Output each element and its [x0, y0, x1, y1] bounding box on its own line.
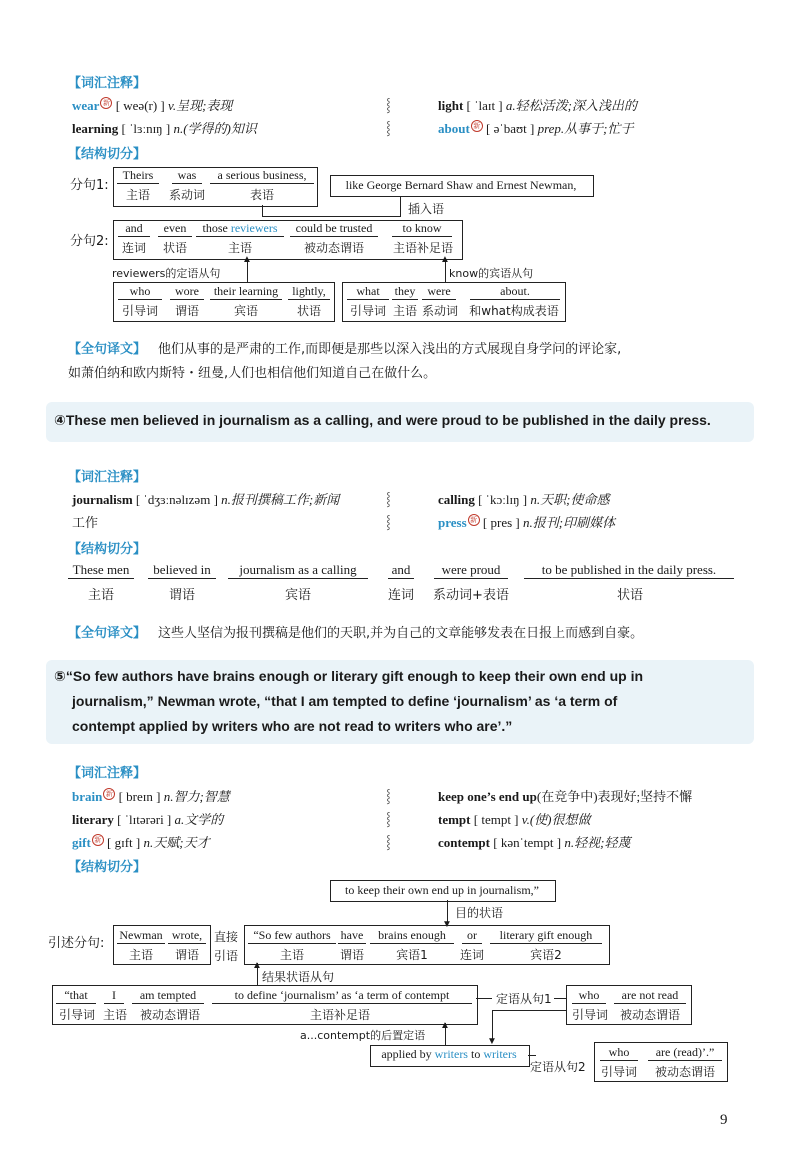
vocab-entry-literary: literary [ ˈlɪtərəri ] a.文学的 [72, 812, 224, 827]
column-separator: ⸾ [386, 834, 391, 849]
column-separator: ⸾ [386, 811, 391, 826]
s4-role-subject: 主语 [87, 588, 114, 603]
c2-role-passive-pred: 被动态谓语 [303, 241, 364, 255]
vocab-entry-press: press 新 [ pres ] n.报刊;印刷媒体 [438, 515, 616, 530]
column-separator: ⸾ [386, 120, 391, 135]
clause1-label: 分句1: [70, 178, 109, 193]
c2-word-could-be-trusted: could be trusted [290, 221, 378, 237]
rc-word-lightly: lightly, [288, 284, 330, 300]
sentence-5-line-1: ⑤“So few authors have brains enough or literary gift enough to keep their own end up in [54, 668, 644, 684]
vocab-heading-3: 【词汇注释】 [68, 76, 147, 91]
c2-word-those-reviewers: those reviewers [196, 221, 284, 237]
trans-heading-3: 【全句译文】 [68, 342, 147, 357]
oc-word-were: were [422, 284, 456, 300]
new-word-icon: 新 [100, 97, 112, 109]
sentence-4: ④These men believed in journalism as a calling, and were proud to be published in the daily press. [54, 412, 711, 428]
oc-word-they: they [392, 284, 418, 300]
purpose-role: 目的状语 [455, 906, 504, 920]
q-role-pred: 谓语 [339, 948, 364, 962]
postmodifier-label: a...contempt的后置定语 [300, 1029, 426, 1042]
t-word-that: “that [56, 988, 96, 1004]
trans-heading-4: 【全句译文】 [68, 626, 147, 641]
speech-label: 引语 [214, 949, 239, 963]
struct-heading-3: 【结构切分】 [68, 147, 147, 162]
q-role-object1: 宾语1 [396, 948, 428, 962]
column-separator: ⸾ [386, 97, 391, 112]
s4-word-published: to be published in the daily press. [524, 562, 734, 579]
q-word-so-few-authors: “So few authors [248, 928, 336, 944]
s4-role-linking-pred: 系动词+表语 [433, 588, 509, 603]
rc1-word-who: who [572, 988, 606, 1004]
vocab-def-cont: 工作 [72, 516, 99, 531]
q-word-brains-enough: brains enough [370, 928, 454, 944]
q-word-or: or [462, 928, 482, 944]
q-word-have: have [338, 928, 366, 944]
column-separator: ⸾ [386, 514, 391, 529]
s4-word-were-proud: were proud [434, 562, 508, 579]
c1-role-subject: 主语 [125, 188, 150, 202]
t-role-subject: 主语 [102, 1008, 127, 1022]
vocab-entry-brain: brain 新 [ breɪn ] n.智力;智慧 [72, 789, 230, 804]
struct-heading-5: 【结构切分】 [68, 860, 147, 875]
arrow-up-icon: ▲ [440, 1020, 450, 1031]
object-clause-label: know的宾语从句 [449, 267, 534, 280]
oc-role-intro: 引导词 [349, 304, 386, 318]
c1-word-business: a serious business, [210, 168, 314, 184]
rc-word-their-learning: their learning [210, 284, 282, 300]
s4-role-pred: 谓语 [168, 588, 195, 603]
rep-role-pred: 谓语 [174, 948, 199, 962]
vocab-entry-about: about 新 [ əˈbaʊt ] prep.从事于;忙于 [438, 121, 634, 136]
c2-role-subject: 主语 [227, 241, 252, 255]
s4-word-believed-in: believed in [148, 562, 216, 579]
sentence-5-line-2: journalism,” Newman wrote, “that I am tempted to define ‘journalism’ as ‘a term of [72, 693, 618, 709]
rc-role-intro: 引导词 [121, 304, 158, 318]
rep-role-subject: 主语 [128, 948, 153, 962]
new-word-icon: 新 [103, 788, 115, 800]
vocab-entry-tempt: tempt [ tempt ] v.(使)很想做 [438, 812, 591, 827]
oc-word-about: about. [470, 284, 560, 300]
arrow-up-icon: ▲ [440, 254, 450, 265]
c2-role-conj: 连词 [121, 241, 146, 255]
t-word-to-define: to define ‘journalism’ as ‘a term of contempt [212, 988, 472, 1004]
s4-role-adverbial: 状语 [616, 588, 643, 603]
new-word-icon: 新 [468, 514, 480, 526]
vocab-entry-gift: gift 新 [ gɪft ] n.天赋;天才 [72, 835, 210, 850]
vocab-heading-5: 【词汇注释】 [68, 766, 147, 781]
t-role-passive-pred: 被动态谓语 [139, 1008, 200, 1022]
oc-role-predicative: 和what构成表语 [469, 304, 559, 318]
q-role-subject: 主语 [279, 948, 304, 962]
arrow-down-icon: ▼ [487, 1036, 497, 1047]
insert-role: 插入语 [408, 202, 445, 216]
rc1-role-passive-pred: 被动态谓语 [619, 1008, 680, 1022]
rc1-word-are-not-read: are not read [614, 988, 686, 1004]
result-clause-label: 结果状语从句 [262, 970, 335, 984]
direct-label: 直接 [214, 930, 239, 944]
t-word-i: I [104, 988, 124, 1004]
column-separator: ⸾ [386, 788, 391, 803]
rc1-role-intro: 引导词 [571, 1008, 608, 1022]
rc-role-object: 宾语 [233, 304, 258, 318]
purpose-text: to keep their own end up in journalism,” [345, 883, 539, 897]
vocab-entry-wear: wear 新 [ weə(r) ] v.呈现;表现 [72, 98, 233, 113]
c2-role-adverbial: 状语 [162, 241, 187, 255]
c2-word-and: and [118, 221, 150, 237]
rc-word-wore: wore [170, 284, 204, 300]
struct-heading-4: 【结构切分】 [68, 542, 147, 557]
arrow-up-icon: ▲ [242, 254, 252, 265]
q-word-literary-gift: literary gift enough [490, 928, 602, 944]
rep-word-wrote: wrote, [168, 928, 206, 944]
vocab-entry-learning: learning [ ˈlɜːnɪŋ ] n.(学得的)知识 [72, 121, 257, 136]
translation-line-1: 他们从事的是严肃的工作,而即便是那些以深入浅出的方式展现自身学问的评论家, [158, 342, 622, 357]
t-role-complement: 主语补足语 [309, 1008, 370, 1022]
arrow-down-icon: ▼ [442, 919, 452, 930]
s4-word-and: and [388, 562, 414, 579]
t-word-am-tempted: am tempted [132, 988, 204, 1004]
c2-word-to-know: to know [392, 221, 452, 237]
oc-role-subject: 主语 [392, 304, 417, 318]
vocab-entry-contempt: contempt [ kənˈtempt ] n.轻视;轻蔑 [438, 835, 631, 850]
arrow-up-icon: ▲ [252, 960, 262, 971]
vocab-entry-keep-end-up: keep one’s end up(在竞争中)表现好;坚持不懈 [438, 789, 693, 804]
relative-clause-1-label: 定语从句1 [496, 992, 552, 1006]
s4-role-conj: 连词 [387, 588, 414, 603]
c1-word-theirs: Theirs [117, 168, 159, 184]
vocab-heading-4: 【词汇注释】 [68, 470, 147, 485]
rc2-word-who: who [600, 1045, 638, 1061]
rc-role-pred: 谓语 [174, 304, 199, 318]
s4-word-these-men: These men [68, 562, 134, 579]
relative-clause-2-label: 定语从句2 [530, 1060, 586, 1074]
relative-clause-label: reviewers的定语从句 [112, 267, 221, 280]
translation-line-2: 如萧伯纳和欧内斯特・纽曼,人们也相信他们知道自己在做什么。 [68, 366, 437, 381]
clause2-label: 分句2: [70, 234, 109, 249]
vocab-entry-light: light [ ˈlaɪt ] a.轻松活泼;深入浅出的 [438, 98, 637, 113]
c1-word-was: was [172, 168, 202, 184]
page-number: 9 [720, 1112, 728, 1128]
s4-word-journalism: journalism as a calling [228, 562, 368, 579]
c1-role-predicative: 表语 [249, 188, 274, 202]
applied-by-text: applied by writers to writers [381, 1047, 517, 1061]
c2-role-complement: 主语补足语 [392, 241, 453, 255]
translation-4: 这些人坚信为报刊撰稿是他们的天职,并为自己的文章能够发表在日报上而感到自豪。 [158, 626, 644, 641]
c1-role-linking: 系动词 [168, 188, 205, 202]
column-separator: ⸾ [386, 491, 391, 506]
t-role-intro: 引导词 [58, 1008, 95, 1022]
s4-role-object: 宾语 [284, 588, 311, 603]
vocab-entry-calling: calling [ ˈkɔːlɪŋ ] n.天职;使命感 [438, 492, 610, 507]
c2-word-even: even [158, 221, 192, 237]
rc2-role-passive-pred: 被动态谓语 [654, 1065, 715, 1079]
oc-role-linking: 系动词 [421, 304, 458, 318]
q-role-object2: 宾语2 [530, 948, 562, 962]
sentence-5-line-3: contempt applied by writers who are not read to writers who are’.” [72, 718, 513, 734]
new-word-icon: 新 [471, 120, 483, 132]
rc-word-who: who [118, 284, 162, 300]
insert-text: like George Bernard Shaw and Ernest Newman, [345, 178, 577, 192]
vocab-entry-journalism: journalism [ ˈdʒɜːnəlɪzəm ] n.报刊撰稿工作;新闻 [72, 492, 340, 507]
rep-word-newman: Newman [117, 928, 165, 944]
new-word-icon: 新 [92, 834, 104, 846]
reporting-label: 引述分句: [48, 936, 105, 951]
rc2-role-intro: 引导词 [600, 1065, 637, 1079]
rc-role-adverbial: 状语 [296, 304, 321, 318]
rc2-word-are-read: are (read)’.” [648, 1045, 722, 1061]
oc-word-what: what [347, 284, 389, 300]
q-role-conj: 连词 [459, 948, 484, 962]
